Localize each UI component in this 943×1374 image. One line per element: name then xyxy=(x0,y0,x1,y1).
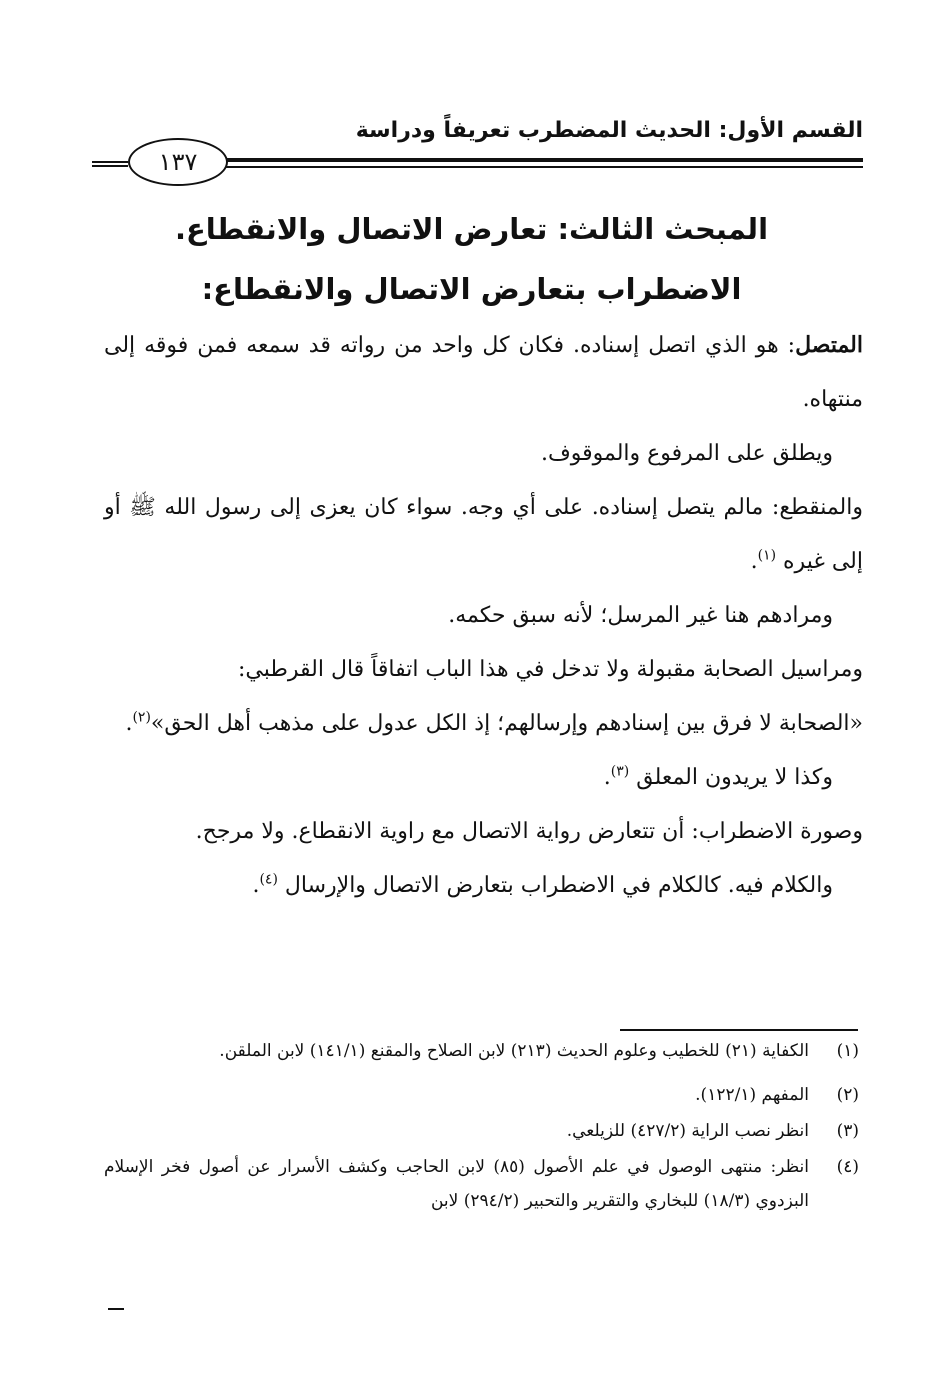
footnote-separator xyxy=(620,1029,858,1031)
paragraph-end: . xyxy=(252,873,260,898)
header-rule-thick xyxy=(222,158,863,162)
quote-text: «الصحابة لا فرق بين إسنادهم وإرسالهم؛ إذ الكل عدول على مذهب أهل الحق» xyxy=(150,711,863,736)
footnote-ref[interactable]: (٤) xyxy=(259,871,278,888)
paragraph-quote xyxy=(104,697,863,751)
paragraph-text: : هو الذي اتصل إسناده. فكان كل واحد من رواته قد سمعه فمن فوقه إلى منتهاه. xyxy=(104,333,863,412)
footnote-text: المفهم (١٢٢/١). xyxy=(695,1085,809,1105)
paragraph: ويطلق على المرفوع والموقوف. xyxy=(540,441,833,466)
footnotes xyxy=(104,1034,863,1218)
footnote-ref[interactable]: (٢) xyxy=(132,709,151,726)
footnote-number: (٣) xyxy=(836,1121,859,1141)
paragraph-end: . xyxy=(603,765,611,790)
paragraph xyxy=(104,751,863,805)
footnote-item xyxy=(104,1150,863,1218)
paragraph-end: . xyxy=(125,711,133,736)
term-muttasil: المتصل xyxy=(795,332,863,358)
header-rule-left-stub xyxy=(92,161,128,167)
paragraph: ومراسيل الصحابة مقبولة ولا تدخل في هذا الباب اتفاقاً قال القرطبي: xyxy=(237,657,863,682)
body-text xyxy=(104,318,863,913)
footnote-item xyxy=(104,1078,863,1112)
footnote-item xyxy=(104,1114,863,1148)
footnote-text: الكفاية (٢١) للخطيب وعلوم الحديث (٢١٣) لابن الصلاح والمقنع (١٤١/١) لابن الملقن. xyxy=(219,1041,809,1061)
paragraph: ومرادهم هنا غير المرسل؛ لأنه سبق حكمه. xyxy=(448,603,833,628)
footnote-item xyxy=(104,1034,863,1068)
footnote-number: (٤) xyxy=(836,1157,859,1177)
footnote-number: (١) xyxy=(836,1041,859,1061)
paragraph-end: . xyxy=(750,549,758,574)
header-rule-thin xyxy=(222,166,863,168)
footnote-text: انظر نصب الراية (٤٢٧/٢) للزيلعي. xyxy=(566,1121,809,1141)
section-title: المبحث الثالث: تعارض الاتصال والانقطاع. xyxy=(174,212,769,246)
subsection-title: الاضطراب بتعارض الاتصال والانقطاع: xyxy=(201,272,742,306)
paragraph-text: والكلام فيه. كالكلام في الاضطراب بتعارض الاتصال والإرسال xyxy=(284,873,833,898)
footnote-number: (٢) xyxy=(836,1085,859,1105)
footnote-ref[interactable]: (١) xyxy=(757,547,777,564)
paragraph-text: وكذا لا يريدون المعلق xyxy=(636,765,833,790)
paragraph-definition-muttasil xyxy=(104,318,863,427)
paragraph: وصورة الاضطراب: أن تتعارض رواية الاتصال مع راوية الانقطاع. ولا مرجح. xyxy=(195,819,863,844)
footnote-text: انظر: منتهى الوصول في علم الأصول (٨٥) لابن الحاجب وكشف الأسرار عن أصول فخر الإسلام البزدوي (١٨/٣) للبخاري والتقرير والتحبير (٢٩٤/٢) لابن xyxy=(104,1157,810,1211)
paragraph xyxy=(104,859,863,913)
running-header: القسم الأول: الحديث المضطرب تعريفاً ودراسة xyxy=(355,118,863,143)
page-number: ١٣٧ xyxy=(128,138,228,186)
bottom-dash-mark xyxy=(108,1308,124,1310)
paragraph-definition-munqati xyxy=(104,481,863,589)
footnote-ref[interactable]: (٣) xyxy=(610,763,630,780)
paragraph-text: والمنقطع: مالم يتصل إسناده. على أي وجه. سواء كان يعزى إلى رسول الله ﷺ أو إلى غيره xyxy=(104,495,863,574)
